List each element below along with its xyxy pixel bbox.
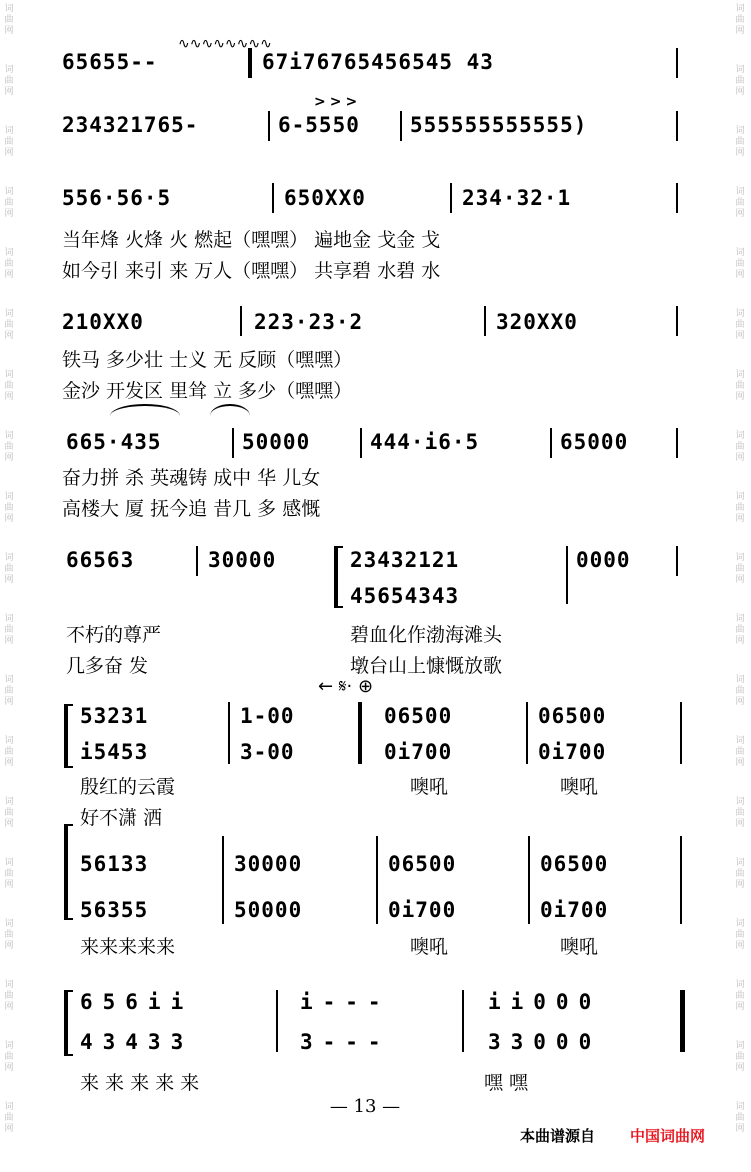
watermark-text: 词 曲 网 (4, 614, 14, 646)
barline (272, 183, 274, 213)
notation-row7-bot-a: i5453 (80, 740, 149, 764)
barline (676, 183, 678, 213)
lyrics-row8-line1b: 噢吼 (410, 936, 449, 958)
lyrics-row7-line1c: 噢吼 (560, 776, 599, 798)
watermark-text: 词 曲 网 (735, 492, 745, 524)
notation-row4-a: 210XX0 (62, 310, 144, 334)
slur (210, 404, 250, 428)
watermark-text: 词 曲 网 (735, 309, 745, 341)
repeat-bar (248, 48, 252, 78)
lyrics-row7-line1b: 噢吼 (410, 776, 449, 798)
notation-row9-top-b: i--- (300, 990, 391, 1014)
watermark-text: 词 曲 网 (735, 1041, 745, 1073)
page-number: — 13 — (329, 1096, 401, 1117)
lyrics-row6-line1b: 碧血化作渤海滩头 (350, 624, 503, 646)
source-site-link[interactable]: 中国词曲网 (630, 1127, 706, 1145)
notation-row2-b: 6-5550 (278, 113, 360, 137)
watermark-text: 词 曲 网 (735, 736, 745, 768)
notation-row5-c: 444·i6·5 (370, 430, 480, 454)
barline (676, 428, 678, 458)
barline (268, 111, 270, 141)
lyrics-row3-line2: 如今引 来引 来 万人（嘿嘿） 共享碧 水碧 水 (62, 260, 441, 282)
notation-row8-bot-a: 56355 (80, 898, 149, 922)
barline (550, 428, 552, 458)
notation-row8-bot-d: 0i700 (540, 898, 609, 922)
notation-row7-bot-c: 0i700 (384, 740, 453, 764)
watermark-text: 词 曲 网 (735, 919, 745, 951)
notation-row8-bot-b: 50000 (234, 898, 303, 922)
notation-row3-c: 234·32·1 (462, 186, 572, 210)
notation-row3-b: 650XX0 (284, 186, 366, 210)
part-bracket (64, 824, 73, 920)
volta-bracket (334, 546, 343, 608)
barline (676, 306, 678, 336)
notation-row8-top-c: 06500 (388, 852, 457, 876)
notation-row7-bot-d: 0i700 (538, 740, 607, 764)
watermark-text: 词 曲 网 (735, 797, 745, 829)
lyrics-row6-line2b: 墩台山上慷慨放歌 (350, 655, 503, 677)
barline (526, 702, 528, 764)
source-label: 本曲谱源自 (520, 1127, 596, 1145)
part-bracket (64, 704, 73, 768)
watermark-text: 词 曲 网 (735, 614, 745, 646)
watermark-text: 词 曲 网 (4, 4, 14, 36)
watermark-text: 词 曲 网 (4, 980, 14, 1012)
notation-row3-a: 556·56·5 (62, 186, 172, 210)
notation-row8-top-b: 30000 (234, 852, 303, 876)
segno-coda-sign: ← 𝄋· ⊕ (318, 676, 374, 697)
notation-row7-top-c: 06500 (384, 704, 453, 728)
notation-row7-top-d: 06500 (538, 704, 607, 728)
slur (110, 404, 180, 428)
notation-row6-d: 45654343 (350, 584, 460, 608)
notation-row9-top-c: ii000 (488, 990, 602, 1014)
lyrics-row9-line1a: 来 来 来 来 来 (80, 1072, 200, 1094)
watermark-text: 词 曲 网 (735, 980, 745, 1012)
watermark-text: 词 曲 网 (4, 675, 14, 707)
watermark-text: 词 曲 网 (4, 431, 14, 463)
watermark-text: 词 曲 网 (735, 553, 745, 585)
barline (528, 836, 530, 924)
watermark-text: 词 曲 网 (4, 492, 14, 524)
barline (450, 183, 452, 213)
watermark-text: 词 曲 网 (4, 1102, 14, 1134)
notation-row6-c: 23432121 (350, 548, 460, 572)
barline (232, 428, 234, 458)
barline (376, 836, 378, 924)
watermark-text: 词 曲 网 (4, 248, 14, 280)
notation-row9-top-a: 656ii (80, 990, 194, 1014)
watermark-text: 词 曲 网 (4, 187, 14, 219)
lyrics-row3-line1: 当年烽 火烽 火 燃起（嘿嘿） 遍地金 戈金 戈 (62, 229, 441, 251)
barline (462, 990, 464, 1052)
notation-row8-bot-c: 0i700 (388, 898, 457, 922)
notation-row9-bot-a: 43433 (80, 1030, 194, 1054)
watermark-text: 词 曲 网 (4, 1041, 14, 1073)
watermark-text: 词 曲 网 (4, 736, 14, 768)
lyrics-row4-line2: 金沙 开发区 里耸 立 多少（嘿嘿） (62, 380, 353, 402)
barline (676, 111, 678, 141)
barline (222, 836, 224, 924)
repeat-bar (358, 702, 362, 764)
watermark-text: 词 曲 网 (4, 797, 14, 829)
barline (276, 990, 278, 1052)
watermark-text: 词 曲 网 (4, 919, 14, 951)
watermark-text: 词 曲 网 (4, 309, 14, 341)
notation-row7-top-b: 1-00 (240, 704, 295, 728)
barline (680, 836, 682, 924)
notation-row5-a: 665·435 (66, 430, 162, 454)
barline (400, 111, 402, 141)
watermark-text: 词 曲 网 (4, 126, 14, 158)
watermark-text: 词 曲 网 (4, 858, 14, 890)
notation-row6-a: 66563 (66, 548, 135, 572)
barline (676, 48, 678, 78)
watermark-text: 词 曲 网 (735, 858, 745, 890)
watermark-text: 词 曲 网 (735, 370, 745, 402)
notation-row4-c: 320XX0 (496, 310, 578, 334)
notation-row5-d: 65000 (560, 430, 629, 454)
lyrics-row6-line2a: 几多奋 发 (66, 655, 149, 677)
trill-mark: ∿∿∿∿∿∿∿∿ (178, 36, 272, 52)
final-barline (680, 990, 685, 1052)
watermark-text: 词 曲 网 (735, 431, 745, 463)
notation-row4-b: 223·23·2 (254, 310, 364, 334)
lyrics-row8-line1a: 来来来来来 (80, 936, 176, 958)
notation-row1-a: 65655-- (62, 50, 158, 74)
barline (566, 546, 568, 604)
notation-row8-top-d: 06500 (540, 852, 609, 876)
lyrics-row7-line2a: 好不潇 洒 (80, 807, 163, 829)
lyrics-row5-line1: 奋力拼 杀 英魂铸 成中 华 儿女 (62, 467, 321, 489)
notation-row9-bot-c: 33000 (488, 1030, 602, 1054)
barline (240, 306, 242, 336)
watermark-text: 词 曲 网 (735, 187, 745, 219)
lyrics-row6-line1a: 不朽的尊严 (66, 624, 162, 646)
notation-row5-b: 50000 (242, 430, 311, 454)
notation-row2-c: 555555555555) (410, 113, 588, 137)
notation-row2-a: 234321765- (62, 113, 199, 137)
lyrics-row4-line1: 铁马 多少壮 士义 无 反顾（嘿嘿） (62, 349, 353, 371)
notation-row6-e: 0000 (576, 548, 631, 572)
lyrics-row9-line1b: 嘿 嘿 (484, 1072, 529, 1094)
notation-row7-bot-b: 3-00 (240, 740, 295, 764)
watermark-text: 词 曲 网 (735, 4, 745, 36)
watermark-text: 词 曲 网 (735, 126, 745, 158)
watermark-text: 词 曲 网 (735, 248, 745, 280)
watermark-text: 词 曲 网 (4, 553, 14, 585)
lyrics-row8-line1c: 噢吼 (560, 936, 599, 958)
notation-row1-b: 67i76765456545 43 (262, 50, 494, 74)
barline (196, 546, 198, 576)
part-bracket (64, 990, 73, 1056)
barline (360, 428, 362, 458)
lyrics-row5-line2: 高楼大 厦 抚今追 昔几 多 感慨 (62, 498, 321, 520)
accent-marks: >>> (314, 94, 362, 110)
watermark-text: 词 曲 网 (735, 1102, 745, 1134)
barline (228, 702, 230, 764)
lyrics-row7-line1a: 殷红的云霞 (80, 776, 176, 798)
watermark-text: 词 曲 网 (735, 675, 745, 707)
barline (484, 306, 486, 336)
barline (676, 546, 678, 576)
notation-row7-top-a: 53231 (80, 704, 149, 728)
watermark-text: 词 曲 网 (4, 65, 14, 97)
notation-row6-b: 30000 (208, 548, 277, 572)
watermark-text: 词 曲 网 (735, 65, 745, 97)
barline (680, 702, 682, 764)
watermark-text: 词 曲 网 (4, 370, 14, 402)
notation-row9-bot-b: 3--- (300, 1030, 391, 1054)
notation-row8-top-a: 56133 (80, 852, 149, 876)
